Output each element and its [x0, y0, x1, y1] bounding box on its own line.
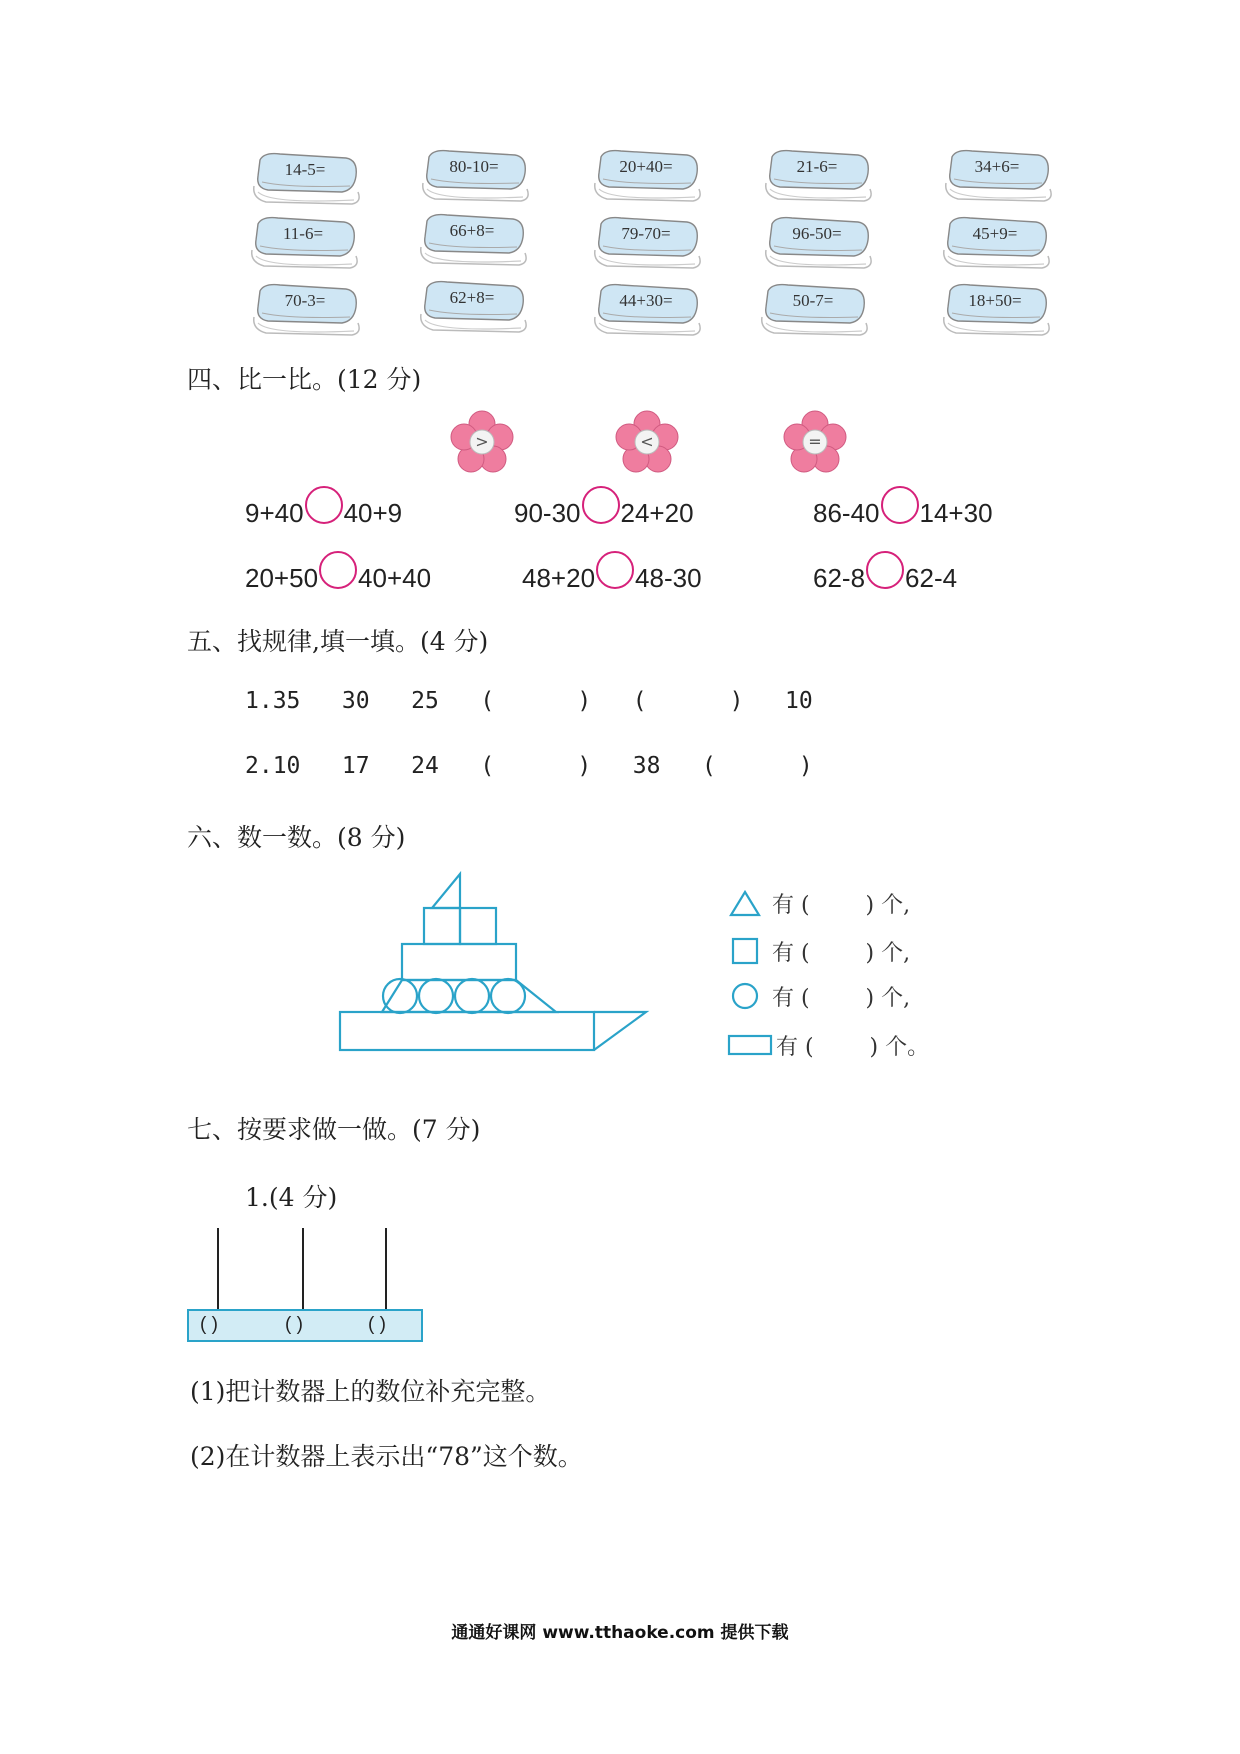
sequence-1: 1.35 30 25 ( ) ( ) 10 — [245, 688, 813, 714]
calc-card — [248, 210, 360, 274]
calc-card — [940, 277, 1052, 341]
compare-answer-circle[interactable] — [596, 551, 634, 589]
ship-hull-rect — [340, 1012, 594, 1050]
compare-item — [813, 559, 957, 597]
calc-card — [419, 143, 531, 207]
section-4-title: 四、比一比。(12 分) — [187, 365, 422, 394]
ship-flag-triangle — [432, 874, 460, 908]
calc-expression: 45+9= — [972, 224, 1018, 243]
calc-expression: 14-5= — [284, 160, 326, 179]
calc-card — [591, 277, 703, 341]
footer-source: 通通好课网 www.tthaoke.com 提供下载 — [451, 1623, 789, 1643]
calc-card — [417, 207, 529, 271]
question-7-1-text: (1)把计数器上的数位补充完整。 — [190, 1377, 551, 1406]
compare-left: 86-40 — [813, 497, 880, 528]
legend-square — [728, 934, 910, 968]
question-7-2-text: (2)在计数器上表示出“78”这个数。 — [190, 1442, 583, 1471]
ship-bow-triangle — [594, 1012, 646, 1050]
legend-count-text: 有 ( ) 个, — [772, 940, 911, 966]
compare-right: 14+30 — [919, 497, 993, 528]
compare-item — [514, 494, 694, 532]
flower-equal — [783, 410, 847, 474]
compare-answer-circle[interactable] — [305, 486, 343, 524]
counter-base — [187, 1309, 423, 1342]
compare-right: 40+9 — [343, 497, 403, 528]
compare-item — [245, 559, 431, 597]
calc-expression: 70-3= — [284, 291, 326, 310]
compare-right: 62-4 — [905, 562, 958, 593]
legend-circle — [728, 979, 910, 1013]
sequence-2: 2.10 17 24 ( ) 38 ( ) — [245, 753, 813, 779]
ship-porthole-circle — [455, 979, 489, 1013]
calc-expression: 80-10= — [449, 157, 499, 176]
calc-expression: 50-7= — [792, 291, 834, 310]
compare-right: 40+40 — [358, 562, 432, 593]
calc-card — [758, 277, 870, 341]
calc-card — [250, 146, 362, 210]
compare-answer-circle[interactable] — [582, 486, 620, 524]
sub-question-1-title: 1.(4 分) — [245, 1183, 338, 1212]
place-value-slot[interactable]: ( ) — [368, 1314, 386, 1335]
calc-card — [762, 143, 874, 207]
legend-rectangle — [726, 1028, 929, 1062]
section-6-title: 六、数一数。(8 分) — [187, 823, 406, 852]
compare-left: 20+50 — [245, 562, 319, 593]
calc-card — [591, 143, 703, 207]
calc-expression: 96-50= — [792, 224, 842, 243]
compare-left: 90-30 — [514, 497, 581, 528]
calc-card — [591, 210, 703, 274]
compare-right: 48-30 — [635, 562, 702, 593]
ship-square-right — [460, 908, 496, 944]
compare-item — [522, 559, 702, 597]
calc-expression: 66+8= — [449, 221, 495, 240]
flower-greater — [450, 410, 514, 474]
compare-left: 48+20 — [522, 562, 596, 593]
section-5-title: 五、找规律,填一填。(4 分) — [187, 627, 489, 656]
legend-count-text: 有 ( ) 个。 — [776, 1034, 930, 1060]
ship-square-left — [424, 908, 460, 944]
calc-card — [250, 277, 362, 341]
compare-left: 9+40 — [245, 497, 304, 528]
calc-expression: 18+50= — [968, 291, 1022, 310]
square-icon — [728, 936, 762, 966]
compare-answer-circle[interactable] — [881, 486, 919, 524]
calc-card — [762, 210, 874, 274]
ship-figure — [330, 870, 660, 1090]
legend-count-text: 有 ( ) 个, — [772, 985, 911, 1011]
counter-rod — [217, 1228, 219, 1310]
ship-porthole-circle — [419, 979, 453, 1013]
calc-expression: 79-70= — [621, 224, 671, 243]
section-7-title: 七、按要求做一做。(7 分) — [187, 1115, 481, 1144]
rectangle-icon — [726, 1030, 774, 1060]
compare-left: 62-8 — [813, 562, 866, 593]
ship-cabin-rect — [402, 944, 516, 980]
calc-card — [942, 143, 1054, 207]
counter-rod — [385, 1228, 387, 1310]
flower-symbol: = — [808, 432, 822, 451]
compare-item — [245, 494, 402, 532]
calc-expression: 44+30= — [619, 291, 673, 310]
flower-symbol: < — [640, 432, 654, 451]
ship-porthole-circle — [491, 979, 525, 1013]
calc-expression: 20+40= — [619, 157, 673, 176]
counter-rod — [302, 1228, 304, 1310]
legend-triangle — [728, 886, 910, 920]
legend-count-text: 有 ( ) 个, — [772, 892, 911, 918]
calc-expression: 34+6= — [974, 157, 1020, 176]
calc-expression: 21-6= — [796, 157, 838, 176]
place-value-slot[interactable]: ( ) — [200, 1314, 218, 1335]
flower-less — [615, 410, 679, 474]
calc-expression: 62+8= — [449, 288, 495, 307]
calc-expression: 11-6= — [282, 224, 324, 243]
calc-card — [417, 274, 529, 338]
compare-answer-circle[interactable] — [319, 551, 357, 589]
flower-symbol: > — [475, 432, 489, 451]
circle-icon — [728, 981, 762, 1011]
calc-card — [940, 210, 1052, 274]
compare-answer-circle[interactable] — [866, 551, 904, 589]
place-value-slot[interactable]: ( ) — [285, 1314, 303, 1335]
ship-deck-trapezoid — [382, 980, 556, 1012]
compare-right: 24+20 — [620, 497, 694, 528]
triangle-icon — [728, 888, 762, 918]
compare-item — [813, 494, 993, 532]
